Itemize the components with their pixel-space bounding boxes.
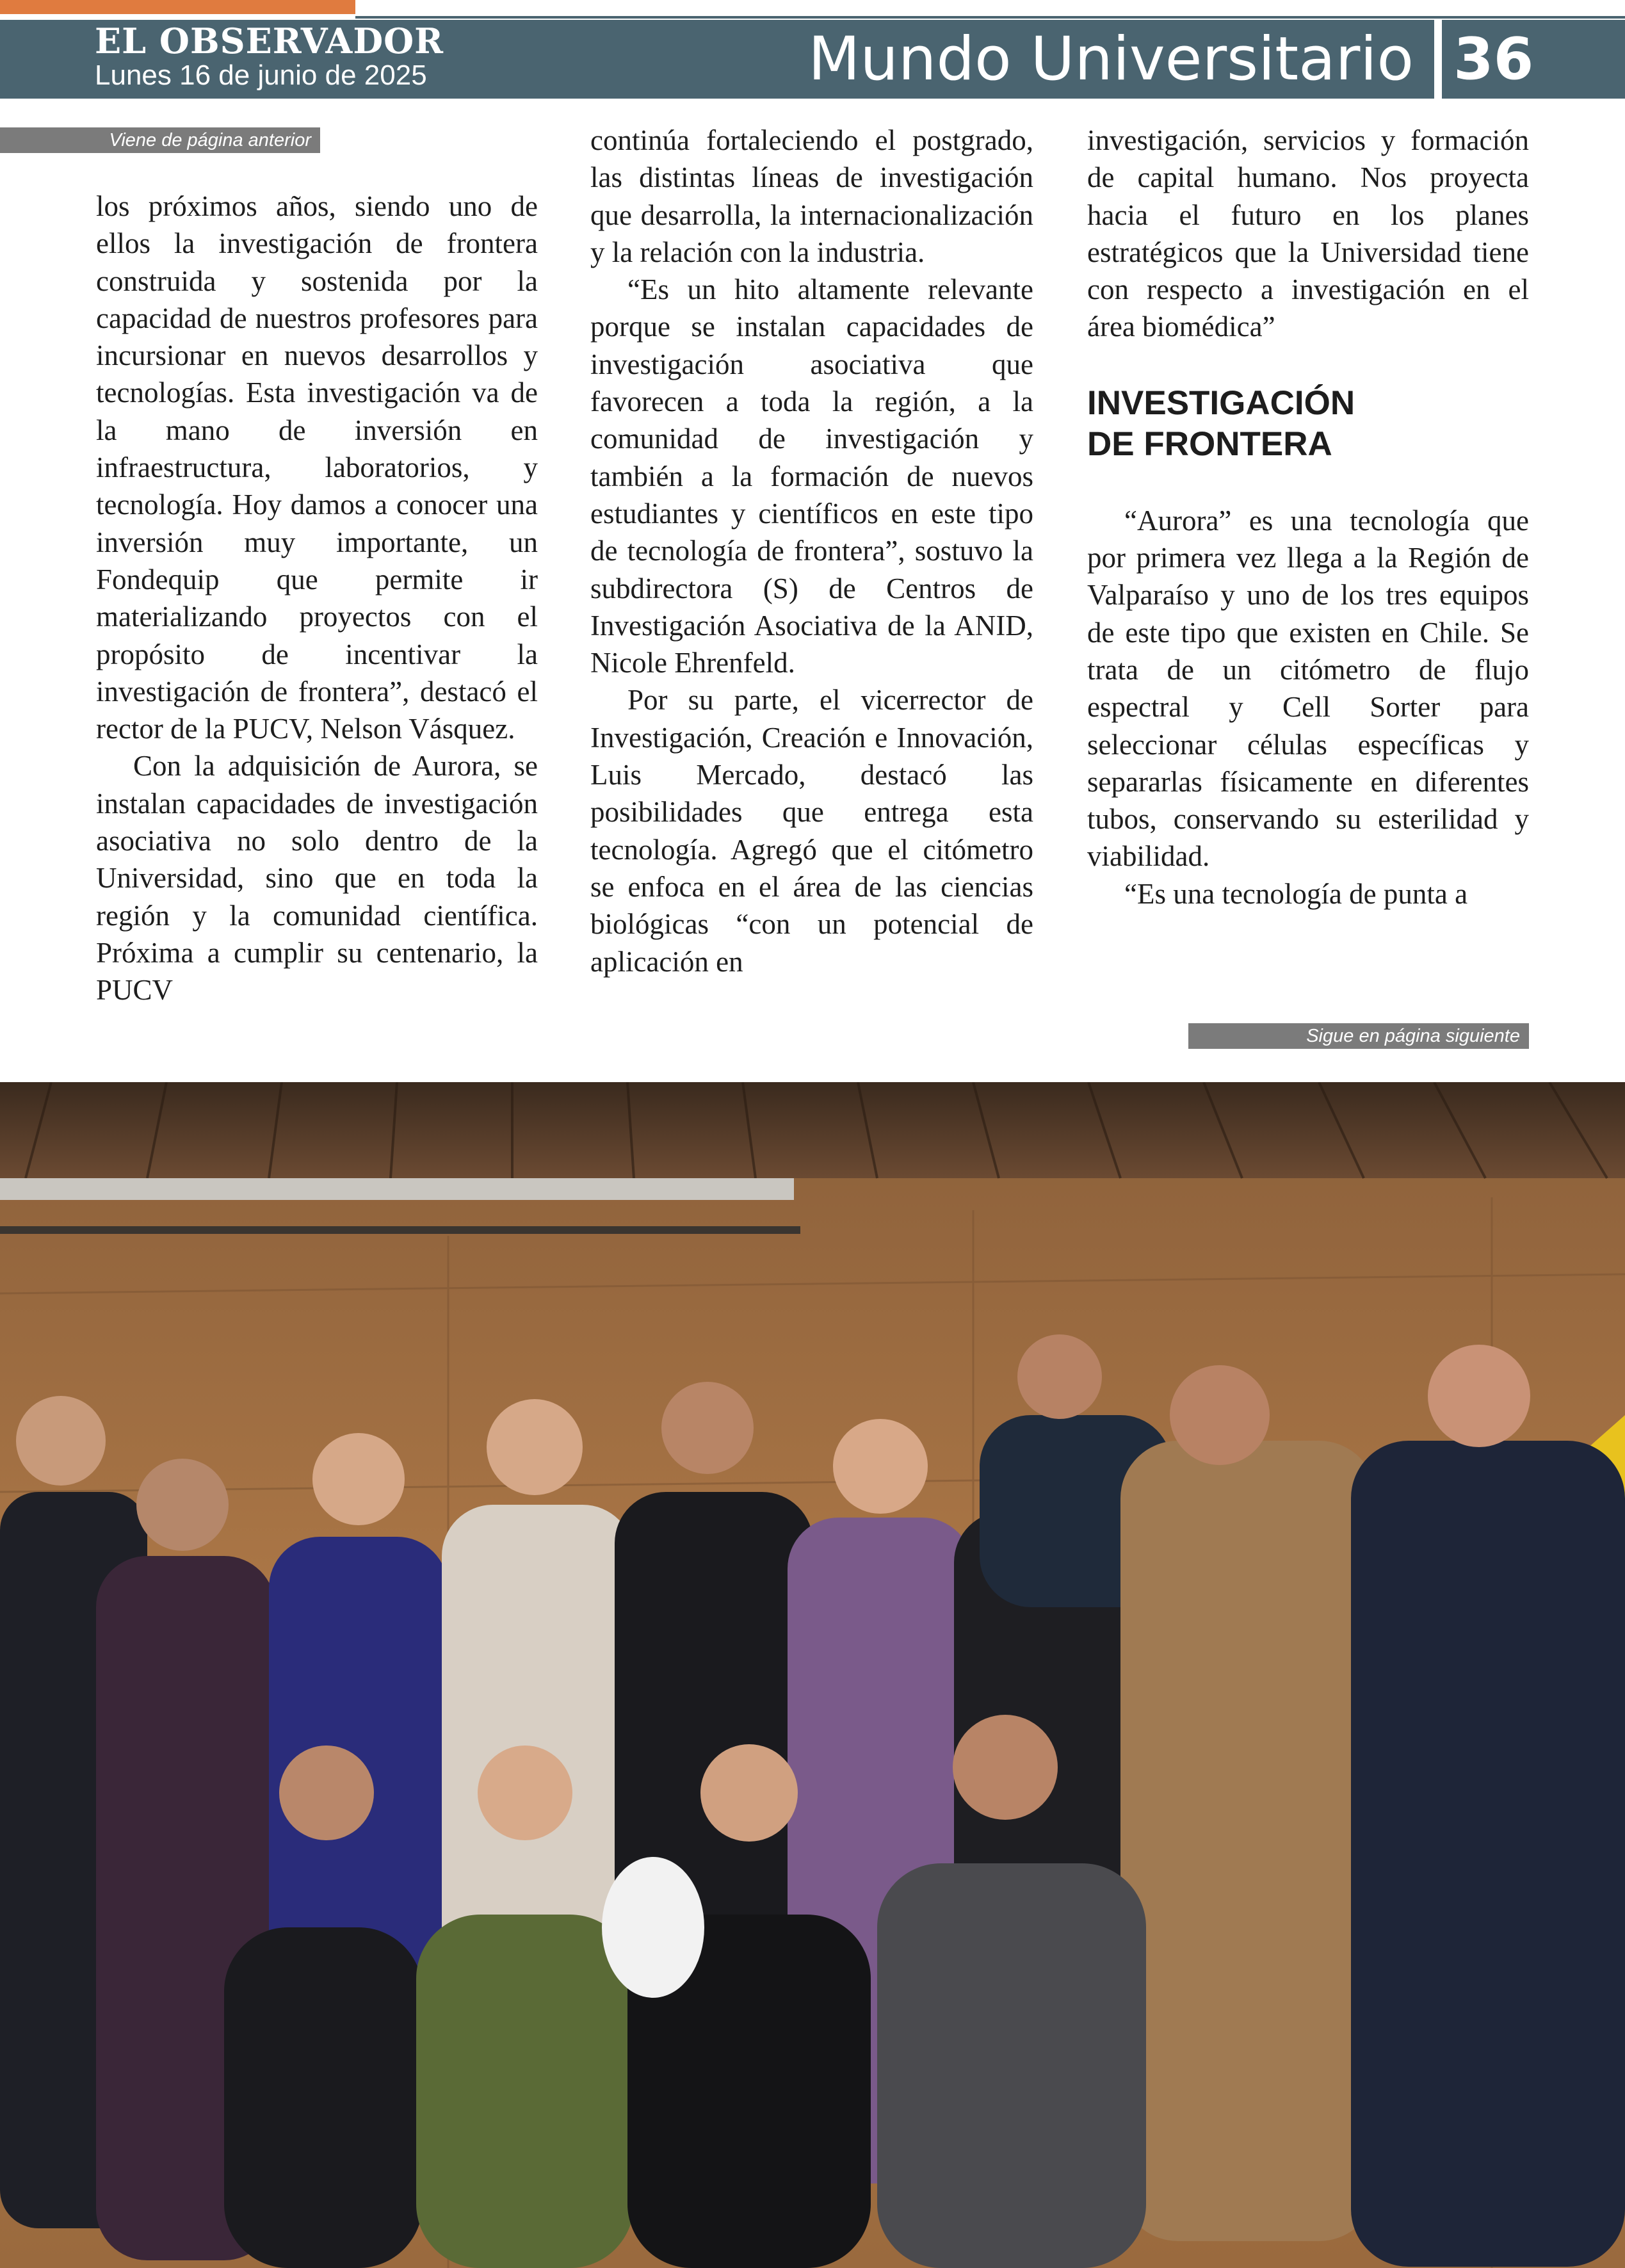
page-number: 36 (1453, 26, 1534, 93)
subheading-line: INVESTIGACIÓN (1087, 384, 1355, 422)
paragraph: “Es una tecnología de punta a (1124, 877, 1468, 910)
issue-date: Lunes 16 de junio de 2025 (95, 60, 427, 91)
article-column-3 (1087, 122, 1529, 912)
masthead: EL OBSERVADOR (95, 20, 444, 61)
paragraph: investigación, servicios y formación de capital humano. Nos proyecta hacia el futuro en los planes estratégicos que la Universidad tiene con respecto a investigación en el área biomédica” (1087, 124, 1529, 343)
paragraph: Por su parte, el vicerrector de Investigación, Creación e Innovación, Luis Mercado, destacó las posibilidades que entrega esta tecnología. Agregó que el citómetro se enfoca en el área de las ciencias biológicas “con un potencial de aplicación en (590, 684, 1033, 978)
subheading-line: DE FRONTERA (1087, 425, 1332, 463)
paragraph: “Aurora” es una tecnología que por primera vez llega a la Región de Valparaíso y uno de los tres equipos de este tipo que existen en Chile. Se trata de un citómetro de flujo espectral y Cell Sorter para seleccionar células específicas y separarlas físicamente en diferentes tubos, conservando su esterilidad y viabilidad. (1087, 504, 1529, 873)
header-divider (1434, 20, 1442, 99)
paragraph: Con la adquisición de Aurora, se instalan capacidades de investigación asociativa no solo dentro de la Universidad, sino que en toda la región y la comunidad científica. Próxima a cumplir su centenario, la PUCV (96, 750, 538, 1007)
subheading (1087, 383, 1529, 465)
header-accent-bar (0, 0, 355, 14)
article-column-1 (96, 188, 538, 1009)
continued-on-tag: Sigue en página siguiente (1188, 1023, 1529, 1049)
article-column-2 (590, 122, 1033, 980)
group-photo (0, 1082, 1625, 2268)
paragraph: los próximos años, siendo uno de ellos la investigación de frontera construida y sostenida por la capacidad de nuestros profesores para incursionar en nuevos desarrollos y tecnologías. Esta investigación va de la mano de inversión en infraestructura, laboratorios, y tecnología. Hoy damos a conocer una inversión muy importante, un Fondequip que permite ir materializando proyectos con el propósito de incentivar la investigación de frontera”, destacó el rector de la PUCV, Nelson Vásquez. (96, 190, 538, 745)
paragraph: “Es un hito altamente relevante porque se instalan capacidades de investigación asociativa que favorecen a toda la región, a la comunidad de investigación y también a la formación de nuevos estudiantes y científicos en este tipo de tecnología de frontera”, sostuvo la subdirectora (S) de Centros de Investigación Asociativa de la ANID, Nicole Ehrenfeld. (590, 273, 1033, 679)
section-title: Mundo Universitario (808, 24, 1414, 94)
paragraph: continúa fortaleciendo el postgrado, las distintas líneas de investigación que desarrolla, la internacionalización y la relación con la industria. (590, 124, 1033, 268)
continued-from-tag: Viene de página anterior (0, 127, 320, 153)
header-top-rule (355, 16, 1625, 19)
